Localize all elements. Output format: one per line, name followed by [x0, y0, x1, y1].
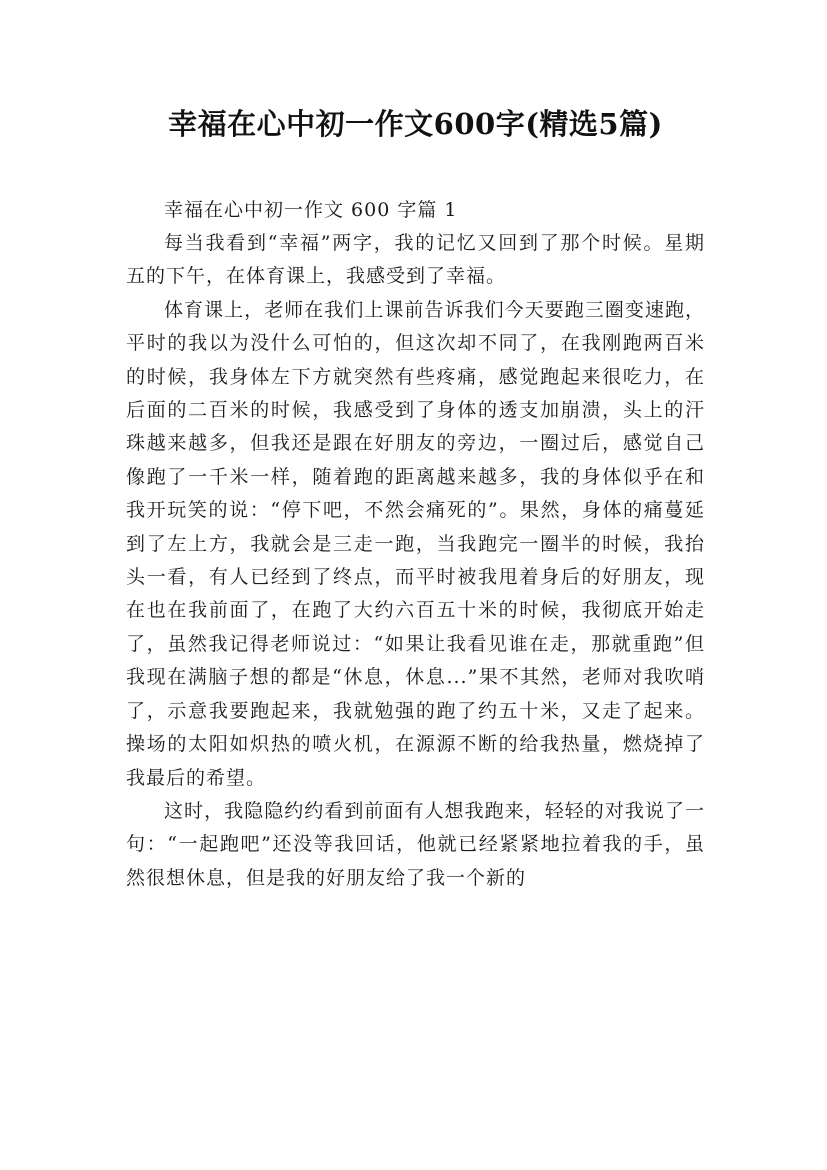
paragraph-3: 这时，我隐隐约约看到前面有人想我跑来，轻轻的对我说了一句：“一起跑吧”还没等我回话，他就已经紧紧地拉着我的手，虽然很想休息，但是我的好朋友给了我一个新的: [126, 799, 705, 889]
article-body: [126, 194, 705, 895]
paragraph-2: 体育课上，老师在我们上课前告诉我们今天要跑三圈变速跑，平时的我以为没什么可怕的，但这次却不同了，在我刚跑两百米的时候，我身体左下方就突然有些疼痛，感觉跑起来很吃力，在后面的二百米的时候，我感受到了身体的透支加崩溃，头上的汗珠越来越多，但我还是跟在好朋友的旁边，一圈过后，感觉自己像跑了一千米一样，随着跑的距离越来越多，我的身体似乎在和我开玩笑的说：“停下吧，不然会痛死的”。果然，身体的痛蔓延到了左上方，我就会是三走一跑，当我跑完一圈半的时候，我抬头一看，有人已经到了终点，而平时被我甩着身后的好朋友，现在也在我前面了，在跑了大约六百五十米的时候，我彻底开始走了，虽然我记得老师说过：“如果让我看见谁在走，那就重跑”但我现在满脑子想的都是“休息，休息...”果不其然，老师对我吹哨了，示意我要跑起来，我就勉强的跑了约五十米，又走了起来。操场的太阳如炽热的喷火机，在源源不断的给我热量，燃烧掉了我最后的希望。: [126, 298, 705, 789]
paragraph-1: 每当我看到“幸福”两字，我的记忆又回到了那个时候。星期五的下午，在体育课上，我感受到了幸福。: [126, 232, 705, 288]
document-title: 幸福在心中初一作文600字(精选5篇): [168, 107, 663, 141]
section-heading: 幸福在心中初一作文 600 字篇 1: [164, 199, 458, 221]
